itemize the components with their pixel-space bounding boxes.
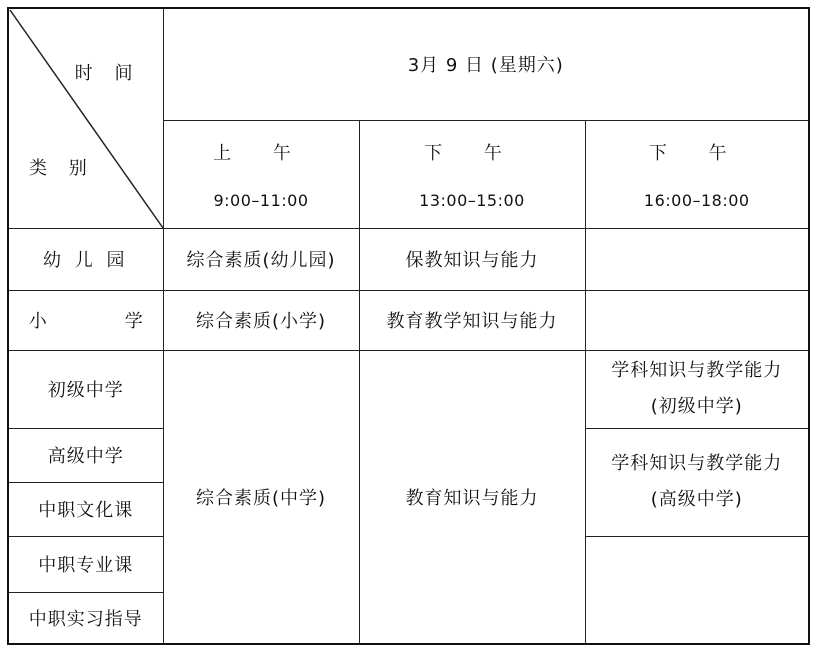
category-label: 类 别 xyxy=(29,157,95,179)
exam-date: 3月 9 日 (星期六) xyxy=(407,55,564,77)
exam-schedule-table xyxy=(7,7,810,645)
category-vocational-practice: 中职实习指导 xyxy=(8,592,163,644)
session-header-2 xyxy=(359,120,585,228)
session-period: 下 午 xyxy=(424,142,520,164)
primary-session-1: 综合素质(小学) xyxy=(163,290,359,350)
session-header-1 xyxy=(163,120,359,228)
category-kindergarten: 幼 儿 园 xyxy=(8,228,163,290)
session-time: 9:00–11:00 xyxy=(213,190,309,210)
date-header xyxy=(163,8,809,120)
junior-session-3 xyxy=(585,350,809,428)
time-label: 时 间 xyxy=(74,63,141,84)
category-junior: 初级中学 xyxy=(8,350,163,428)
session-time: 13:00–15:00 xyxy=(419,190,525,210)
secondary-session-1: 综合素质(中学) xyxy=(163,350,359,644)
category-primary-a: 小 xyxy=(28,311,47,332)
senior-session-3 xyxy=(585,428,809,536)
kindergarten-session-3 xyxy=(585,228,809,290)
junior-subject-line2: (初级中学) xyxy=(650,396,743,417)
senior-subject-line2: (高级中学) xyxy=(650,489,743,510)
session-time: 16:00–18:00 xyxy=(643,190,750,210)
primary-session-2: 教育教学知识与能力 xyxy=(359,290,585,350)
category-senior: 高级中学 xyxy=(8,428,163,482)
vocational-session-3 xyxy=(585,536,809,644)
category-vocational-culture: 中职文化课 xyxy=(8,482,163,536)
secondary-session-2: 教育知识与能力 xyxy=(359,350,585,644)
junior-subject-line1: 学科知识与教学能力 xyxy=(611,360,783,381)
category-vocational-major: 中职专业课 xyxy=(8,536,163,592)
exam-schedule xyxy=(7,7,810,645)
primary-session-3 xyxy=(585,290,809,350)
diagonal-header-cell xyxy=(8,8,163,228)
session-header-3 xyxy=(585,120,809,228)
session-period: 上 午 xyxy=(213,142,309,164)
kindergarten-session-1: 综合素质(幼儿园) xyxy=(163,228,359,290)
kindergarten-session-2: 保教知识与能力 xyxy=(359,228,585,290)
session-period: 下 午 xyxy=(648,142,745,164)
category-primary-b: 学 xyxy=(124,311,143,332)
senior-subject-line1: 学科知识与教学能力 xyxy=(611,453,783,474)
category-primary xyxy=(8,290,163,350)
diagonal-line xyxy=(9,9,164,229)
